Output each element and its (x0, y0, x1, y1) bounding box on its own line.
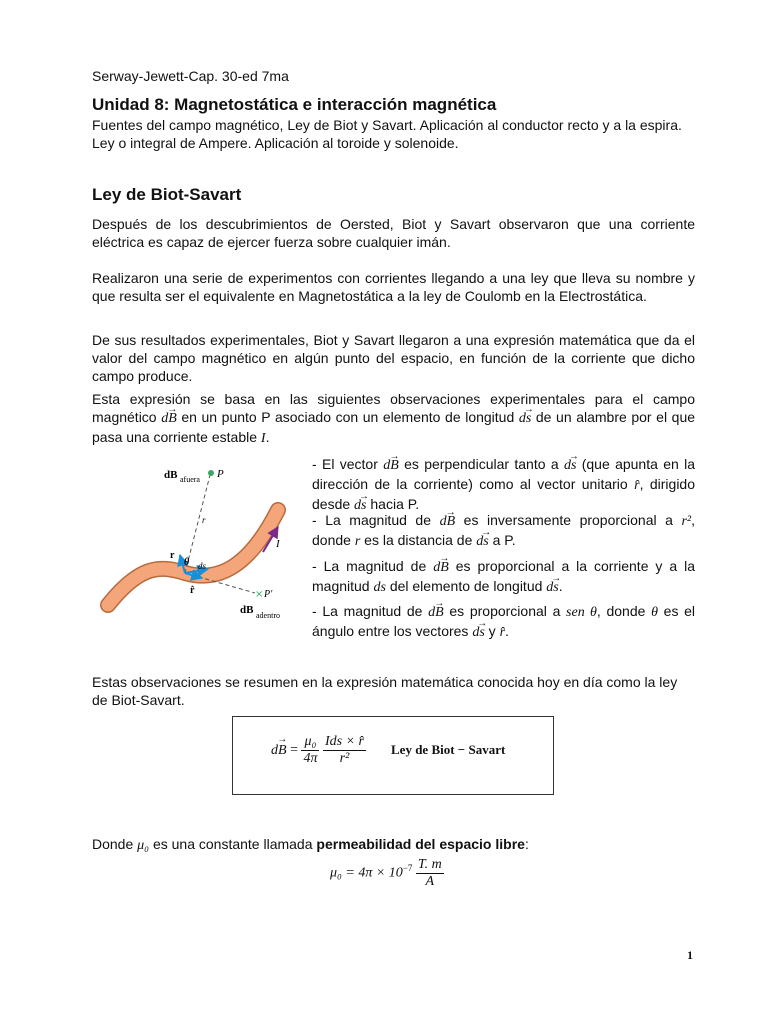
observation-2 (312, 511, 695, 551)
mu0-units-fraction (416, 857, 444, 890)
p4-text-a: Esta expresión se basa en las siguientes observaciones experimentales para el campo magnético (92, 391, 695, 425)
point-Pprime-mark: × (255, 589, 264, 600)
obs2-e: a P. (492, 532, 516, 548)
obs3-b: es proporcional a la corriente y a la magnitud (312, 558, 696, 594)
eq-mu-num: μ₀ (301, 734, 319, 751)
observation-4 (312, 602, 695, 642)
fig-label-theta: θ (184, 557, 190, 568)
mu0-formula (330, 857, 444, 890)
obs2-a: - La magnitud de (312, 512, 432, 528)
obs2-ds: → ds (476, 533, 488, 551)
source-reference: Serway-Jewett-Cap. 30-ed 7ma (92, 68, 289, 84)
p4-text-c: de un alambre por el que pasa una corriente estable (92, 409, 696, 445)
obs2-r: r (354, 534, 361, 549)
obs2-dB: → dB (440, 513, 456, 531)
section-title: Ley de Biot-Savart (92, 185, 242, 204)
paragraph-4: Esta expresión se basa en las siguientes observaciones experimentales para el campo magnético → dB en un punto P asociado con un elemento de longitud → ds de un alambre por el que pasa una corriente estable I. (92, 390, 695, 448)
obs1-ds2: → ds (354, 497, 366, 515)
observation-1 (312, 455, 695, 515)
eq-equals: = (290, 742, 298, 758)
eq-mu-fraction (301, 734, 319, 767)
obs1-b: es perpendicular tanto a (404, 456, 559, 472)
paragraph-3: De sus resultados experimentales, Biot y Savart llegaron a una expresión matemática que da el valor del campo magnético en algún punto del espacio, en función de la corriente que dicho campo produce. (92, 332, 695, 384)
fig-label-rhat: r̂ (190, 585, 195, 596)
fig-label-dB-out: dB (164, 469, 178, 481)
eq-lhs: → dB (271, 743, 287, 759)
page-number: 1 (687, 948, 693, 962)
mu0-lhs: μ₀ = 4π × 10 (330, 865, 403, 881)
fig-label-ds: ds (198, 561, 207, 571)
obs4-f: . (505, 623, 509, 639)
fig-label-dB-in: dB (240, 604, 254, 616)
obs1-e: hacia P. (370, 496, 420, 512)
mu0-units-den: A (425, 874, 435, 889)
obs1-d: , dirigido desde (312, 476, 696, 512)
fig-label-r-bold: r (170, 550, 175, 561)
ds-symbol: → ds (519, 410, 531, 428)
obs3-a: - La magnitud de (312, 558, 427, 574)
unit-subtitle-line2: Ley o integral de Ampere. Aplicación al toroide y solenoide. (92, 135, 459, 151)
obs2-d: es la distancia de (364, 532, 473, 548)
obs2-b: es inversamente proporcional a (463, 512, 673, 528)
mu0-exp: −7 (402, 862, 413, 873)
p6-mu0: μ₀ (137, 838, 150, 853)
fig-label-Pprime: P′ (264, 589, 273, 600)
p4-text-b: en un punto P asociado con un elemento de longitud (181, 409, 515, 425)
biot-savart-equation-box (232, 716, 554, 795)
point-P (208, 470, 214, 476)
obs1-c: (que apunta en la dirección de la corriente) como al vector unitario (312, 456, 696, 492)
p6-bold: permeabilidad del espacio libre (316, 836, 525, 852)
obs3-d: . (558, 578, 563, 594)
eq-mu-den: 4π (303, 751, 318, 766)
eq-main-fraction (323, 734, 366, 767)
obs1-dB: → dB (383, 457, 399, 475)
observation-3 (312, 557, 695, 597)
obs1-rhat: r̂ (634, 478, 640, 493)
obs4-d: es el ángulo entre los vectores (312, 603, 696, 639)
obs4-a: - La magnitud de (312, 603, 423, 619)
obs4-e: y (488, 623, 496, 639)
dB-symbol: → dB (161, 410, 177, 428)
paragraph-2: Realizaron una serie de experimentos con corrientes llegando a una ley que lleva su nombre y que resulta ser el equivalente en Magnetostática a la ley de Coulomb en la Electrostática. (92, 270, 695, 304)
obs4-rhat: r̂ (499, 625, 506, 640)
fig-label-out-sub: afuera (180, 475, 200, 484)
obs1-ds: → ds (564, 457, 576, 475)
p6-c: : (524, 836, 529, 852)
obs3-ds: → ds (546, 579, 558, 597)
obs3-dB: → dB (433, 559, 449, 577)
paragraph-6 (92, 835, 529, 855)
obs4-theta: θ (651, 605, 658, 620)
obs1-a: - El vector (312, 456, 378, 472)
paragraph-1: Después de los descubrimientos de Oersted, Biot y Savart observaron que una corriente eléctrica es capaz de ejercer fuerza sobre cualquier imán. (92, 216, 695, 250)
current-symbol: I (260, 431, 266, 446)
biot-savart-figure (100, 455, 300, 625)
obs4-ds: → ds (472, 624, 484, 642)
obs2-c: , donde (312, 512, 696, 548)
obs4-dB: → dB (428, 604, 444, 622)
unit-subtitle-line1: Fuentes del campo magnético, Ley de Biot y Savart. Aplicación al conductor recto y a la espira. (92, 117, 682, 133)
fig-label-r-line: r (202, 515, 206, 525)
p6-a: Donde (92, 836, 134, 852)
fig-label-P: P (217, 468, 224, 480)
fig-label-I: I (276, 538, 280, 550)
figure-svg (100, 455, 300, 625)
mu0-units-num: T. m (417, 857, 442, 872)
obs4-sen: sen θ (566, 605, 597, 620)
obs3-ds-plain: ds (373, 580, 386, 595)
paragraph-5: Estas observaciones se resumen en la expresión matemática conocida hoy en día como la ley de Biot-Savart. (92, 674, 678, 708)
obs2-r2: r² (681, 514, 692, 529)
eq-frac-den: r² (339, 751, 350, 766)
p6-b: es una constante llamada (152, 836, 313, 852)
biot-savart-equation (271, 734, 366, 767)
unit-title: Unidad 8: Magnetostática e interacción magnética (92, 95, 497, 114)
obs4-b: es proporcional a (449, 603, 561, 619)
equation-name: Ley de Biot − Savart (391, 742, 506, 757)
eq-frac-num: Ids × r̂ (324, 734, 364, 749)
obs4-c: , donde (596, 603, 646, 619)
obs3-c: del elemento de longitud (389, 578, 543, 594)
fig-label-in-sub: adentro (256, 611, 280, 620)
